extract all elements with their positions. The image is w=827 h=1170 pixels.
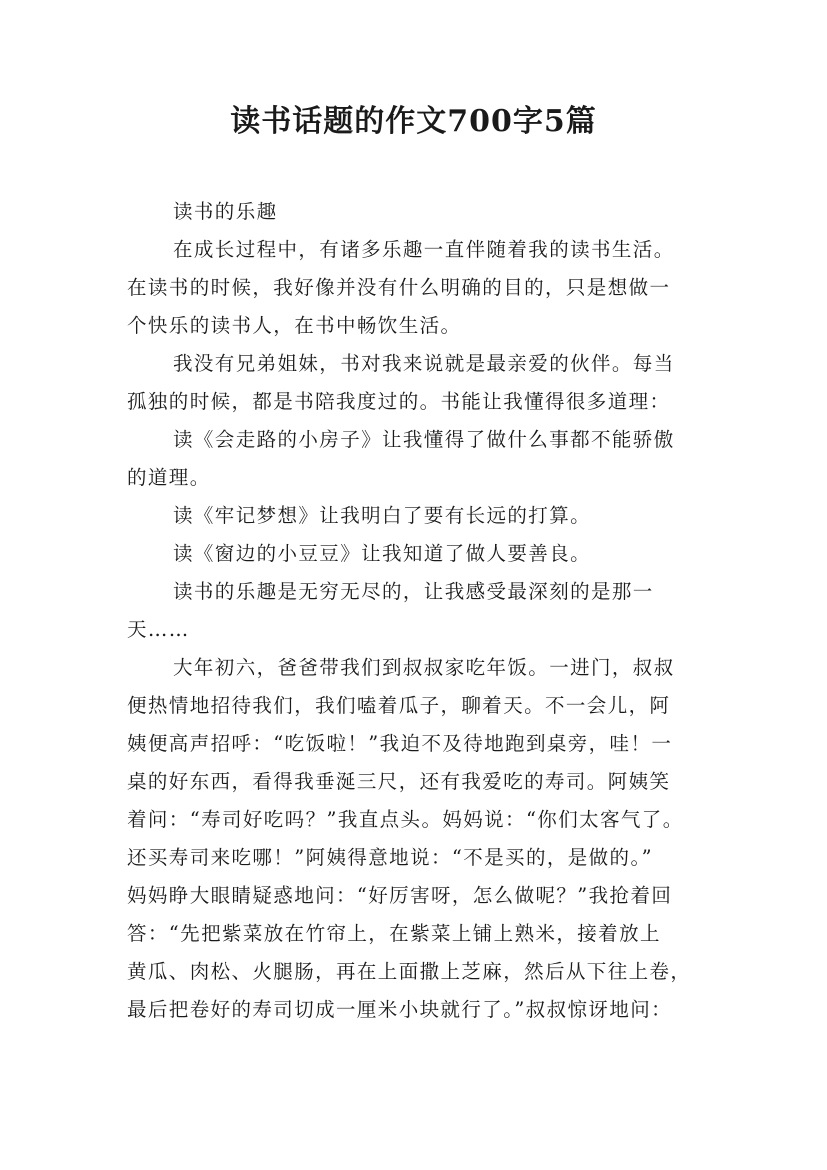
paragraph-line: 读书的乐趣是无穷无尽的，让我感受最深刻的是那一: [173, 580, 654, 603]
paragraph: [127, 535, 707, 573]
paragraph: [127, 193, 707, 231]
paragraph-line: 我没有兄弟姐妹，书对我来说就是最亲爱的伙伴。每当: [173, 352, 675, 375]
paragraph-line: 妈妈睁大眼睛疑惑地问：“好厉害呀，怎么做呢？”我抢着回: [127, 884, 673, 907]
paragraph-line: 答：“先把紫菜放在竹帘上，在紫菜上铺上熟米，接着放上: [127, 922, 661, 945]
document-body: [127, 193, 707, 1029]
paragraph-line: 大年初六，爸爸带我们到叔叔家吃年饭。一进门，叔叔: [173, 656, 675, 679]
paragraph-line: 在读书的时候，我好像并没有什么明确的目的，只是想做一: [127, 276, 671, 299]
paragraph: [127, 573, 707, 649]
paragraph: [127, 345, 707, 421]
paragraph-line: 天……: [127, 618, 190, 641]
paragraph-line: 桌的好东西，看得我垂涎三尺，还有我爱吃的寿司。阿姨笑: [127, 770, 671, 793]
paragraph-line: 的道理。: [127, 466, 211, 489]
paragraph-line: 着问：“寿司好吃吗？”我直点头。妈妈说：“你们太客气了。: [127, 808, 684, 831]
paragraph-line: 黄瓜、肉松、火腿肠，再在上面撒上芝麻，然后从下往上卷，: [127, 960, 692, 983]
document-title: 读书话题的作文700字5篇: [230, 104, 597, 139]
paragraph-line: 读书的乐趣: [173, 200, 278, 223]
paragraph-line: 在成长过程中，有诸多乐趣一直伴随着我的读书生活。: [173, 238, 675, 261]
paragraph: [127, 497, 707, 535]
paragraph-line: 读《会走路的小房子》让我懂得了做什么事都不能骄傲: [173, 428, 675, 451]
paragraph-line: 个快乐的读书人，在书中畅饮生活。: [127, 314, 462, 337]
paragraph-line: 最后把卷好的寿司切成一厘米小块就行了。”叔叔惊讶地问：: [127, 998, 673, 1021]
paragraph-line: 还买寿司来吃哪！”阿姨得意地说：“不是买的，是做的。”: [127, 846, 653, 869]
paragraph-line: 姨便高声招呼：“吃饭啦！”我迫不及待地跑到桌旁，哇！一: [127, 732, 673, 755]
paragraph-line: 读《窗边的小豆豆》让我知道了做人要善良。: [173, 542, 592, 565]
paragraph-line: 读《牢记梦想》让我明白了要有长远的打算。: [173, 504, 592, 527]
paragraph-line: 便热情地招待我们，我们嗑着瓜子，聊着天。不一会儿，阿: [127, 694, 671, 717]
paragraph-line: 孤独的时候，都是书陪我度过的。书能让我懂得很多道理：: [127, 390, 671, 413]
paragraph: [127, 231, 707, 345]
paragraph: [127, 649, 707, 1029]
paragraph: [127, 421, 707, 497]
